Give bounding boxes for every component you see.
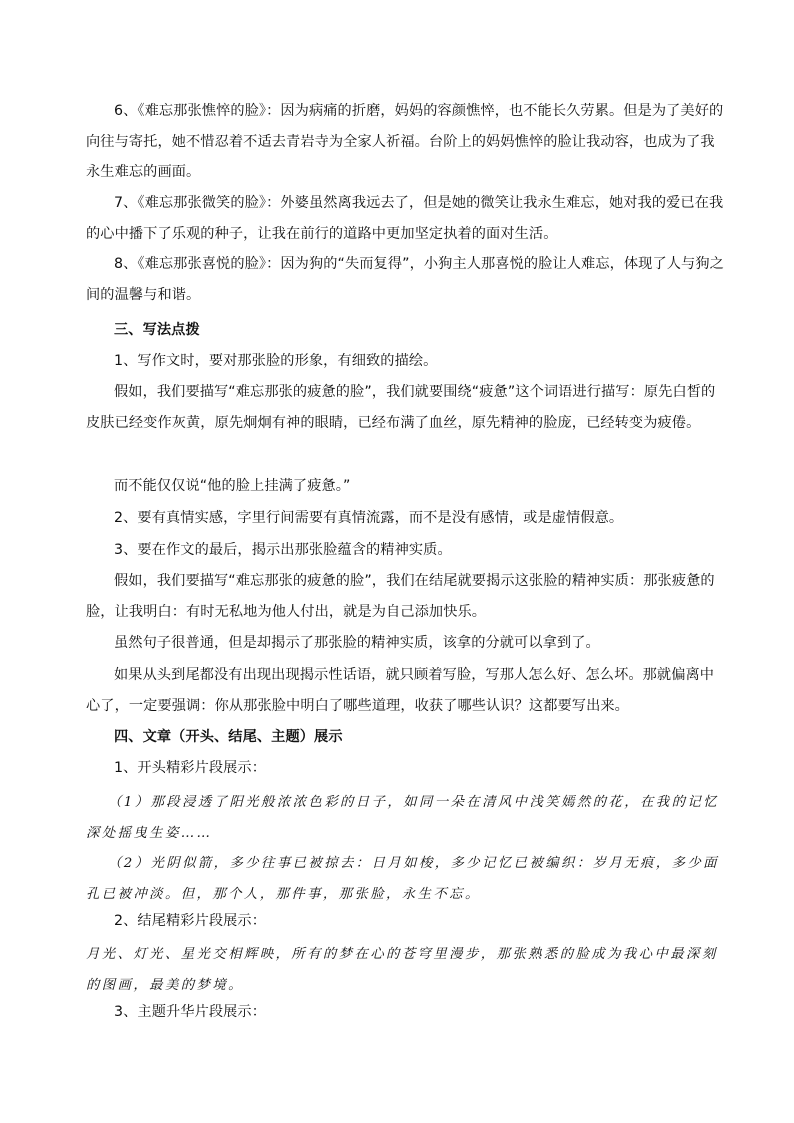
tip-2: 2、要有真情实感，字里行间需要有真情流露，而不是没有感情，或是虚情假意。 <box>114 510 624 526</box>
opening-example-2: （2）光阴似箭，多少往事已被掠去：日月如梭，多少记忆已被编织：岁月无痕，多少面孔已被冲淡。但，那个人，那件事，那张脸，永生不忘。 <box>86 856 719 902</box>
section-heading-showcase: 四、文章（开头、结尾、主题）展示 <box>114 729 343 745</box>
tip-3: 3、要在作文的最后，揭示出那张脸蕴含的精神实质。 <box>114 542 452 558</box>
opening-example-1: （1）那段浸透了阳光般浓浓色彩的日子，如同一朵在清风中浅笑嫣然的花，在我的记忆深处摇曳生姿…… <box>86 795 719 841</box>
section-heading-writing-tips: 三、写法点拨 <box>114 322 200 338</box>
paragraph-item-8: 8、《难忘那张喜悦的脸》：因为狗的“失而复得”，小狗主人那喜悦的脸让人难忘，体现了人与狗之间的温馨与和谐。 <box>86 256 724 303</box>
opening-showcase-label: 1、开头精彩片段展示： <box>114 760 267 776</box>
tip-1: 1、写作文时，要对那张脸的形象，有细致的描绘。 <box>114 353 438 369</box>
example-paragraph-1: 假如，我们要描写“难忘那张的疲惫的脸”，我们就要围绕“疲惫”这个词语进行描写：原先白皙的皮肤已经变作灰黄，原先炯炯有神的眼睛，已经布满了血丝，原先精神的脸庞，已经转变为疲倦。 <box>86 384 716 431</box>
contrast-sentence: 而不能仅仅说“他的脸上挂满了疲惫。” <box>114 478 351 494</box>
paragraph-item-7: 7、《难忘那张微笑的脸》：外婆虽然离我远去了，但是她的微笑让我永生难忘，她对我的爱已在我的心中播下了乐观的种子，让我在前行的道路中更加坚定执着的面对生活。 <box>86 195 724 242</box>
paragraph-item-6: 6、《难忘那张憔悴的脸》：因为病痛的折磨，妈妈的容颜憔悴，也不能长久劳累。但是为了美好的向往与寄托，她不惜忍着不适去青岩寺为全家人祈福。台阶上的妈妈憔悴的脸让我动容，也成为了我永生难忘的画面。 <box>86 103 724 180</box>
warning-paragraph: 如果从头到尾都没有出现出现揭示性话语，就只顾着写脸，写那人怎么好、怎么坏。那就偏离中心了，一定要强调：你从那张脸中明白了哪些道理，收获了哪些认识？这都要写出来。 <box>86 667 715 714</box>
ending-example: 月光、灯光、星光交相辉映，所有的梦在心的苍穹里漫步，那张熟悉的脸成为我心中最深刻的图画，最美的梦境。 <box>86 947 718 993</box>
theme-showcase-label: 3、主题升华片段展示： <box>114 1004 267 1020</box>
comment-paragraph: 虽然句子很普通，但是却揭示了那张脸的精神实质，该拿的分就可以拿到了。 <box>114 635 600 651</box>
ending-showcase-label: 2、结尾精彩片段展示： <box>114 913 267 929</box>
example-paragraph-2: 假如，我们要描写“难忘那张的疲惫的脸”，我们在结尾就要揭示这张脸的精神实质：那张疲惫的脸，让我明白：有时无私地为他人付出，就是为自己添加快乐。 <box>86 573 715 620</box>
